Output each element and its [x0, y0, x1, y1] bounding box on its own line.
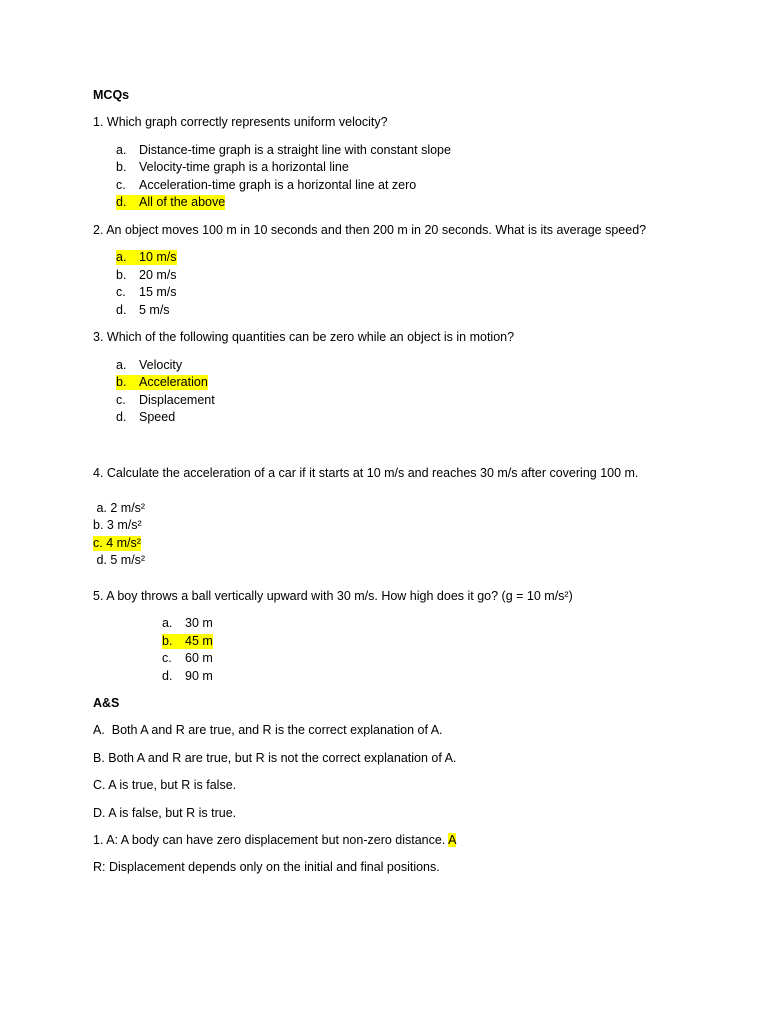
as-choice-b: B. Both A and R are true, but R is not the correct explanation of A.: [93, 751, 457, 765]
option-letter: b.: [116, 268, 127, 282]
option-letter: b.: [116, 160, 127, 174]
option-letter: a.: [116, 250, 127, 264]
as-question-1-reason: R: Displacement depends only on the initial and final positions.: [93, 860, 440, 874]
q3-option-a: [116, 358, 182, 373]
option-text: Acceleration: [139, 375, 208, 389]
option-letter: b.: [162, 634, 173, 648]
as-choice-a: A. Both A and R are true, and R is the correct explanation of A.: [93, 723, 443, 737]
q4-option-d: d. 5 m/s²: [93, 553, 146, 567]
option-text: 5 m/s: [139, 303, 170, 317]
q3-option-d: [116, 410, 175, 425]
option-letter: c.: [162, 651, 172, 665]
option-text: All of the above: [139, 195, 226, 209]
option-text: 15 m/s: [139, 285, 177, 299]
option-text: 60 m: [185, 651, 213, 665]
q1-option-c: [116, 178, 416, 193]
option-text: Distance-time graph is a straight line with constant slope: [139, 143, 451, 157]
as-choice-c: C. A is true, but R is false.: [93, 778, 237, 792]
q4-option-a: a. 2 m/s²: [93, 501, 146, 515]
option-letter: d.: [116, 410, 127, 424]
question-5: 5. A boy throws a ball vertically upward with 30 m/s. How high does it go? (g = 10 m/s²): [93, 589, 573, 603]
option-letter: c.: [116, 178, 126, 192]
q4-option-c-highlighted: c. 4 m/s²: [93, 536, 141, 550]
q1-option-a: [116, 143, 451, 158]
q1-option-b: [116, 160, 349, 175]
mcq-heading: MCQs: [93, 88, 130, 102]
option-text: 45 m: [185, 634, 213, 648]
question-1: 1. Which graph correctly represents uniform velocity?: [93, 115, 388, 129]
q3-option-c: [116, 393, 215, 408]
q3-option-b-highlighted: [116, 375, 208, 390]
option-letter: a.: [116, 358, 127, 372]
q2-option-b: [116, 268, 177, 283]
as-answer-highlighted: A: [448, 833, 457, 847]
q5-option-a: [162, 616, 213, 631]
option-letter: a.: [162, 616, 173, 630]
q4-option-b: b. 3 m/s²: [93, 518, 142, 532]
option-letter: b.: [116, 375, 127, 389]
question-4: 4. Calculate the acceleration of a car if it starts at 10 m/s and reaches 30 m/s after covering 100 m.: [93, 466, 639, 480]
option-text: Displacement: [139, 393, 215, 407]
q2-option-d: [116, 303, 170, 318]
as-heading: A&S: [93, 696, 120, 710]
q2-option-a-highlighted: [116, 250, 177, 265]
option-letter: d.: [116, 303, 127, 317]
option-letter: c.: [116, 285, 126, 299]
option-letter: a.: [116, 143, 127, 157]
as-question-1-assertion: [93, 833, 456, 848]
option-letter: d.: [116, 195, 127, 209]
q5-option-c: [162, 651, 213, 666]
option-letter: c.: [116, 393, 126, 407]
q5-option-d: [162, 669, 213, 684]
q5-option-b-highlighted: [162, 634, 213, 649]
assertion-text: 1. A: A body can have zero displacement but non-zero distance.: [93, 833, 446, 847]
question-2: 2. An object moves 100 m in 10 seconds and then 200 m in 20 seconds. What is its average speed?: [93, 223, 647, 237]
option-text: Acceleration-time graph is a horizontal line at zero: [139, 178, 417, 192]
q2-option-c: [116, 285, 177, 300]
as-choice-d: D. A is false, but R is true.: [93, 806, 237, 820]
option-text: Speed: [139, 410, 176, 424]
q1-option-d-highlighted: [116, 195, 225, 210]
option-letter: d.: [162, 669, 173, 683]
option-text: Velocity-time graph is a horizontal line: [139, 160, 349, 174]
option-text: 90 m: [185, 669, 213, 683]
option-text: 10 m/s: [139, 250, 177, 264]
question-3: 3. Which of the following quantities can be zero while an object is in motion?: [93, 330, 515, 344]
option-text: Velocity: [139, 358, 183, 372]
option-text: 30 m: [185, 616, 213, 630]
option-text: 20 m/s: [139, 268, 177, 282]
